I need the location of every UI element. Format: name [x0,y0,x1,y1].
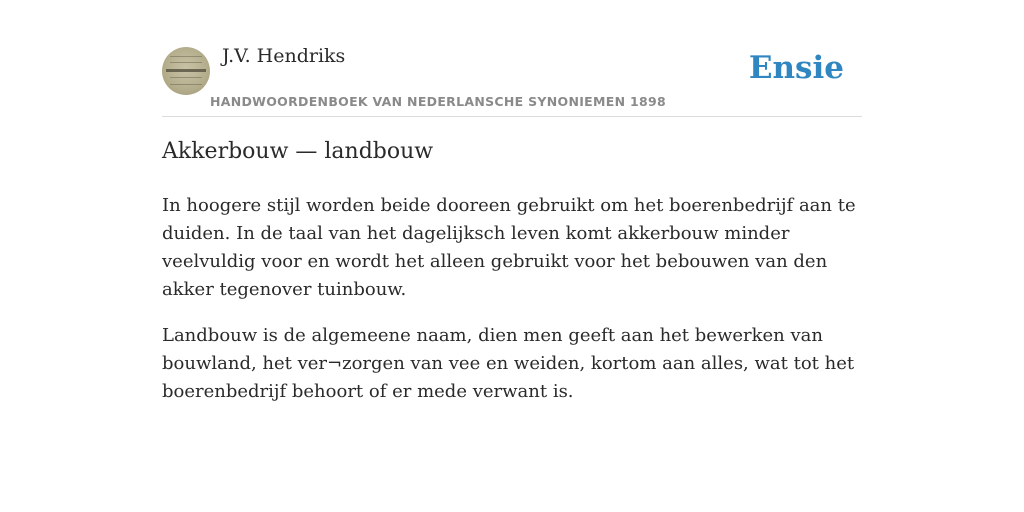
body-paragraph-2: Landbouw is de algemeene naam, dien men geeft aan het bewerken van bouwland, het ver¬zorgen van vee en weiden, kortom aan alles, wat tot het boerenbedrijf behoort of er mede verwant is. [162,325,855,402]
source-title[interactable]: HANDWOORDENBOEK VAN NEDERLANSCHE SYNONIEMEN 1898 [210,94,667,109]
author-name[interactable]: J.V. Hendriks [222,45,346,67]
entry-body [162,192,862,424]
entry-header [162,44,862,117]
book-cover-avatar[interactable] [162,47,210,95]
body-paragraph-1: In hoogere stijl worden beide dooreen gebruikt om het boerenbedrijf aan te duiden. In de taal van het dagelijksch leven komt akkerbouw minder veelvuldig voor en wordt het alleen gebruikt voor het bebouwen van den akker tegenover tuinbouw. [162,195,856,300]
entry-title: Akkerbouw — landbouw [162,139,434,164]
ensie-logo[interactable]: Ensie [748,50,844,86]
